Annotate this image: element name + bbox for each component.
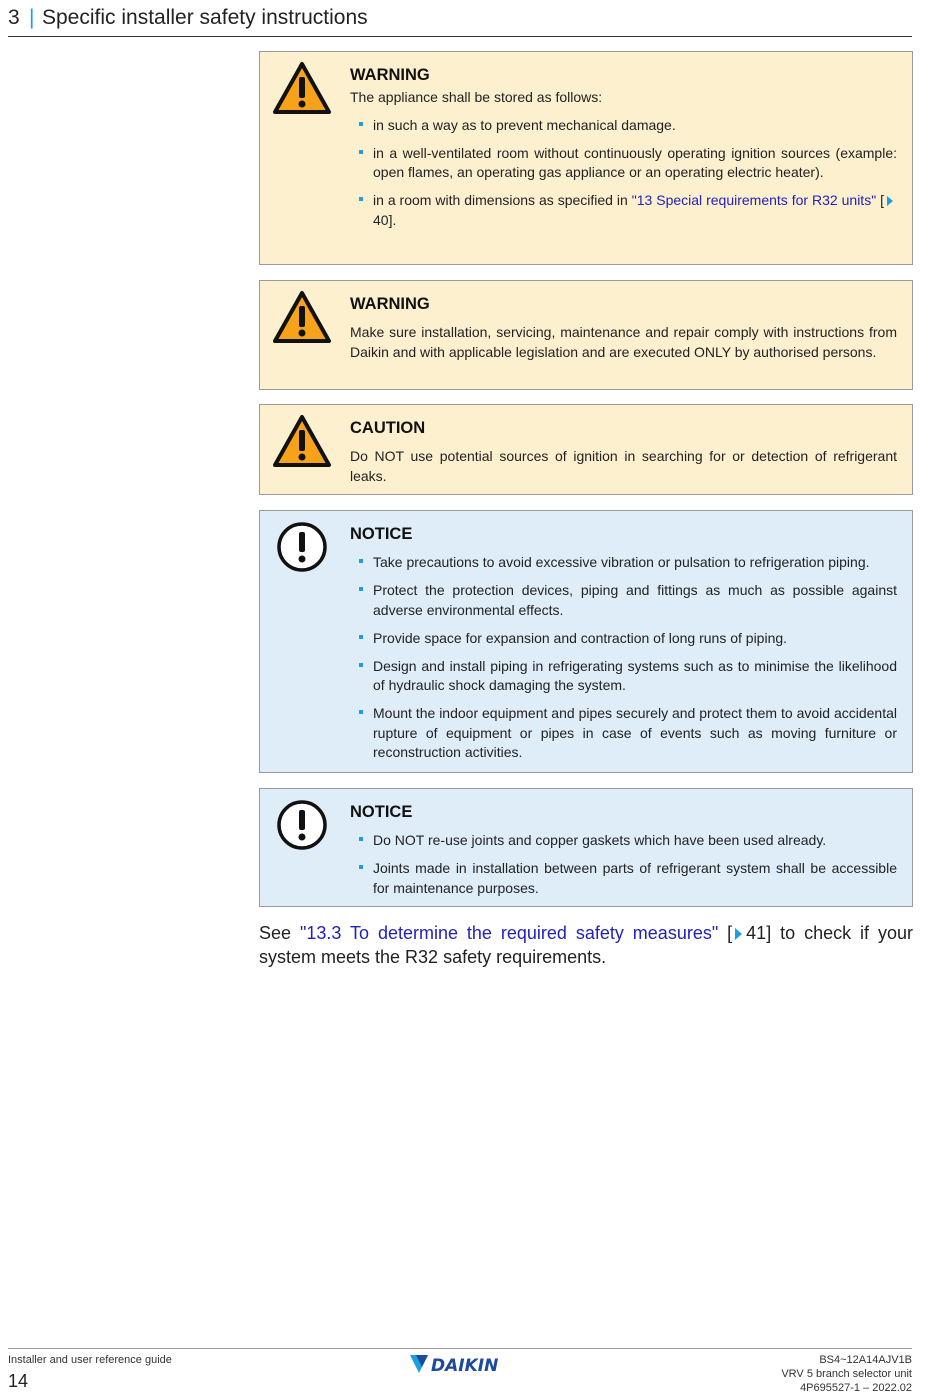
box-list bbox=[350, 116, 897, 231]
chapter-title: Specific installer safety instructions bbox=[42, 6, 368, 29]
list-item: Take precautions to avoid excessive vibration or pulsation to refrigeration piping. bbox=[350, 553, 897, 573]
warning-triangle-icon bbox=[272, 289, 332, 345]
warning-triangle-icon bbox=[272, 60, 332, 116]
notice-exclamation-icon bbox=[272, 797, 332, 853]
box-list bbox=[350, 831, 897, 898]
box-text: Make sure installation, servicing, maintenance and repair comply with instructions from Daikin and with applicable legislation and are executed ONLY by authorised persons. bbox=[350, 324, 897, 360]
chapter-number: 3 bbox=[8, 6, 20, 29]
list-item: Mount the indoor equipment and pipes securely and protect them to avoid accidental rupture of equipment or pipes in case of events such as moving furniture or reconstruction activities. bbox=[350, 704, 897, 763]
warning-box-storage bbox=[259, 51, 913, 265]
list-item: Do NOT re-use joints and copper gaskets which have been used already. bbox=[350, 831, 897, 851]
page-ref-arrow-icon bbox=[735, 928, 742, 940]
list-item-text: in a room with dimensions as specified in bbox=[373, 192, 632, 208]
list-item: Joints made in installation between parts of refrigerant system shall be accessible for maintenance purposes. bbox=[350, 859, 897, 898]
box-heading: WARNING bbox=[350, 295, 430, 313]
ref-open: [ bbox=[718, 923, 733, 943]
model-code: BS4~12A14AJV1B bbox=[819, 1354, 912, 1366]
ref-page: 40 bbox=[373, 211, 389, 228]
list-item: in a well-ventilated room without continuously operating ignition sources (example: open flames, an operating gas appliance or an operating electric heater). bbox=[350, 144, 897, 183]
box-text: Do NOT use potential sources of ignition in searching for or detection of refrigerant leaks. bbox=[350, 448, 897, 484]
warning-box-installation bbox=[259, 280, 913, 390]
page-number: 14 bbox=[8, 1371, 29, 1391]
see-paragraph bbox=[259, 922, 913, 969]
document-code: 4P695527-1 – 2022.02 bbox=[800, 1382, 912, 1394]
see-after: ] to check if your system meets the R32 safety requirements. bbox=[259, 923, 913, 967]
box-heading: NOTICE bbox=[350, 803, 413, 821]
box-heading: NOTICE bbox=[350, 525, 413, 543]
box-heading: CAUTION bbox=[350, 419, 426, 437]
notice-box-joints bbox=[259, 788, 913, 907]
list-item: Design and install piping in refrigerating systems such as to minimise the likelihood of hydraulic shock damaging the system. bbox=[350, 657, 897, 696]
logo-text: DAIKIN bbox=[431, 1356, 499, 1376]
list-item: in such a way as to prevent mechanical damage. bbox=[350, 116, 897, 136]
header-separator: | bbox=[29, 6, 35, 29]
footer-guide-title: Installer and user reference guide bbox=[8, 1354, 172, 1366]
footer-divider bbox=[8, 1348, 912, 1349]
ref-open: [ bbox=[876, 192, 885, 208]
r32-requirements-link[interactable]: "13 Special requirements for R32 units" bbox=[631, 192, 877, 208]
notice-box-piping bbox=[259, 510, 913, 773]
page-header bbox=[8, 6, 912, 37]
safety-measures-link[interactable]: "13.3 To determine the required safety measures" bbox=[299, 923, 719, 943]
notice-exclamation-icon bbox=[272, 519, 332, 575]
caution-triangle-icon bbox=[272, 413, 332, 469]
list-item: Provide space for expansion and contraction of long runs of piping. bbox=[350, 629, 897, 649]
ref-close: ]. bbox=[388, 211, 397, 228]
box-intro: The appliance shall be stored as follows: bbox=[350, 89, 603, 105]
box-list bbox=[350, 553, 897, 763]
footer-doc-info bbox=[781, 1353, 912, 1394]
product-name: VRV 5 branch selector unit bbox=[781, 1368, 912, 1380]
page-ref-arrow-icon bbox=[887, 196, 893, 206]
daikin-logo bbox=[408, 1352, 512, 1376]
see-before: See bbox=[259, 923, 300, 943]
list-item: Protect the protection devices, piping and fittings as much as possible against adverse environmental effects. bbox=[350, 581, 897, 620]
list-item bbox=[350, 191, 897, 230]
caution-box-ignition bbox=[259, 404, 913, 495]
ref-page: 41 bbox=[746, 923, 767, 943]
box-heading: WARNING bbox=[350, 66, 430, 84]
